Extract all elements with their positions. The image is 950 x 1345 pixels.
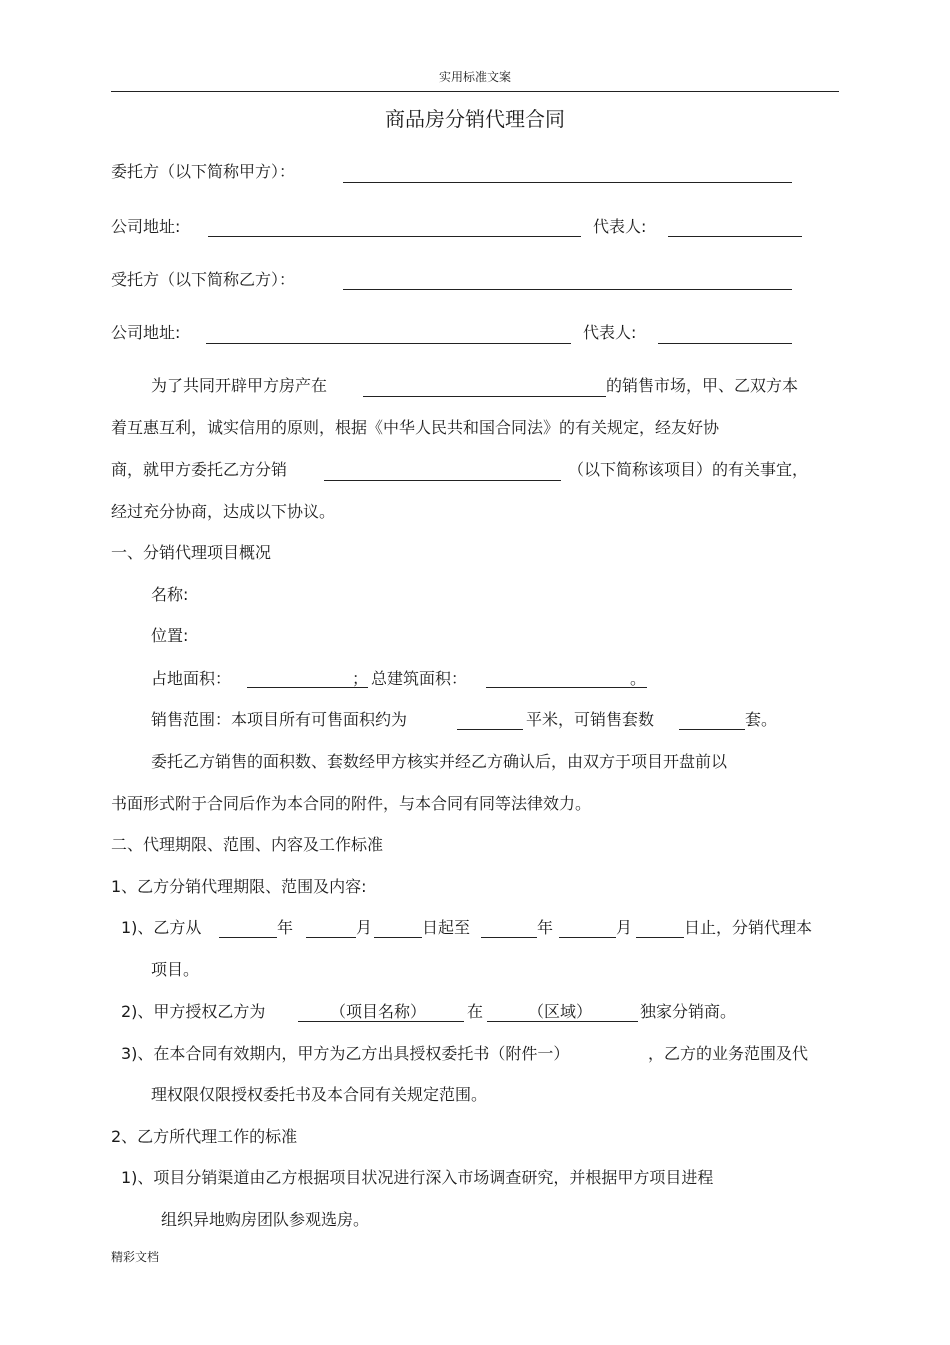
- end-day-blank[interactable]: [636, 937, 684, 938]
- intro-project-blank[interactable]: [324, 480, 561, 481]
- intro-line1-a: 为了共同开辟甲方房产在: [151, 376, 328, 395]
- sales-scope-b: 平米，可销售套数: [526, 710, 655, 729]
- intro-line2: 着互惠互利，诚实信用的原则，根据《中华人民共和国合同法》的有关规定，经友好协: [111, 418, 720, 437]
- item2-region: （区域）: [528, 1002, 593, 1021]
- section2-sub1: 1、乙方分销代理期限、范围及内容:: [111, 877, 367, 896]
- start-year-blank[interactable]: [219, 937, 277, 938]
- page-footer-text: 精彩文档: [111, 1250, 160, 1264]
- total-area-label: 总建筑面积：: [371, 669, 468, 688]
- end-year-blank[interactable]: [481, 937, 537, 938]
- party-a-address-label: 公司地址:: [111, 217, 181, 236]
- party-a-rep-label: 代表人:: [593, 217, 647, 236]
- item2-in: 在: [467, 1002, 484, 1021]
- item1-year1: 年: [277, 918, 294, 937]
- std1-cont: 组织异地购房团队参观选房。: [161, 1210, 370, 1229]
- total-area-period: 。: [630, 669, 647, 688]
- item2-end: 独家分销商。: [640, 1002, 737, 1021]
- party-b-rep-blank[interactable]: [658, 343, 792, 344]
- intro-line4: 经过充分协商，达成以下协议。: [111, 502, 336, 521]
- item1-day2: 日止，分销代理本: [684, 918, 813, 937]
- header-rule: [111, 91, 839, 92]
- sales-units-blank[interactable]: [679, 729, 745, 730]
- item1-month2: 月: [616, 918, 633, 937]
- party-a-blank[interactable]: [343, 182, 792, 183]
- document-title: 商品房分销代理合同: [385, 107, 565, 131]
- item2-a: 2)、甲方授权乙方为: [121, 1002, 266, 1021]
- semicolon-sep: ；: [352, 669, 369, 688]
- party-a-rep-blank[interactable]: [668, 236, 802, 237]
- project-location-label: 位置:: [151, 626, 189, 645]
- intro-line3-a: 商，就甲方委托乙方分销: [111, 460, 288, 479]
- item1-month1: 月: [356, 918, 373, 937]
- section2-heading: 二、代理期限、范围、内容及工作标准: [111, 835, 384, 854]
- section2-sub2: 2、乙方所代理工作的标准: [111, 1127, 298, 1146]
- item1-a: 1)、乙方从: [121, 918, 202, 937]
- item3-a: 3)、在本合同有效期内，甲方为乙方出具授权委托书（附件一）: [121, 1044, 570, 1063]
- item1-year2: 年: [537, 918, 554, 937]
- sales-scope-c: 套。: [745, 710, 778, 729]
- sales-area-blank[interactable]: [457, 729, 523, 730]
- item1-cont: 项目。: [151, 960, 200, 979]
- party-b-address-blank[interactable]: [206, 343, 571, 344]
- page-header-text: 实用标准文案: [438, 70, 511, 84]
- item3-b: ，乙方的业务范围及代: [648, 1044, 809, 1063]
- intro-region-blank[interactable]: [363, 396, 606, 397]
- item3-cont: 理权限仅限授权委托书及本合同有关规定范围。: [151, 1085, 488, 1104]
- intro-line3-b: （以下简称该项目）的有关事宜，: [568, 460, 809, 479]
- party-a-label: 委托方（以下简称甲方）：: [111, 162, 296, 181]
- start-month-blank[interactable]: [306, 937, 356, 938]
- project-name-label: 名称:: [151, 585, 189, 604]
- section1-para-line2: 书面形式附于合同后作为本合同的附件，与本合同有同等法律效力。: [111, 794, 592, 813]
- land-area-blank[interactable]: [247, 687, 368, 688]
- intro-line1-b: 的销售市场，甲、乙双方本: [606, 376, 799, 395]
- party-b-address-label: 公司地址:: [111, 323, 181, 342]
- section1-heading: 一、分销代理项目概况: [111, 543, 272, 562]
- party-b-rep-label: 代表人:: [583, 323, 637, 342]
- item2-project: （项目名称）: [330, 1002, 427, 1021]
- sales-scope-a: 销售范围：本项目所有可售面积约为: [151, 710, 408, 729]
- total-area-blank[interactable]: [486, 687, 647, 688]
- std1-a: 1)、项目分销渠道由乙方根据项目状况进行深入市场调查研究，并根据甲方项目进程: [121, 1168, 714, 1187]
- party-b-label: 受托方（以下简称乙方）：: [111, 270, 296, 289]
- item1-day1: 日起至: [422, 918, 471, 937]
- section1-para-line1: 委托乙方销售的面积数、套数经甲方核实并经乙方确认后，由双方于项目开盘前以: [151, 752, 728, 771]
- end-month-blank[interactable]: [559, 937, 616, 938]
- party-a-address-blank[interactable]: [208, 236, 581, 237]
- land-area-label: 占地面积：: [151, 669, 232, 688]
- start-day-blank[interactable]: [374, 937, 422, 938]
- party-b-blank[interactable]: [343, 289, 792, 290]
